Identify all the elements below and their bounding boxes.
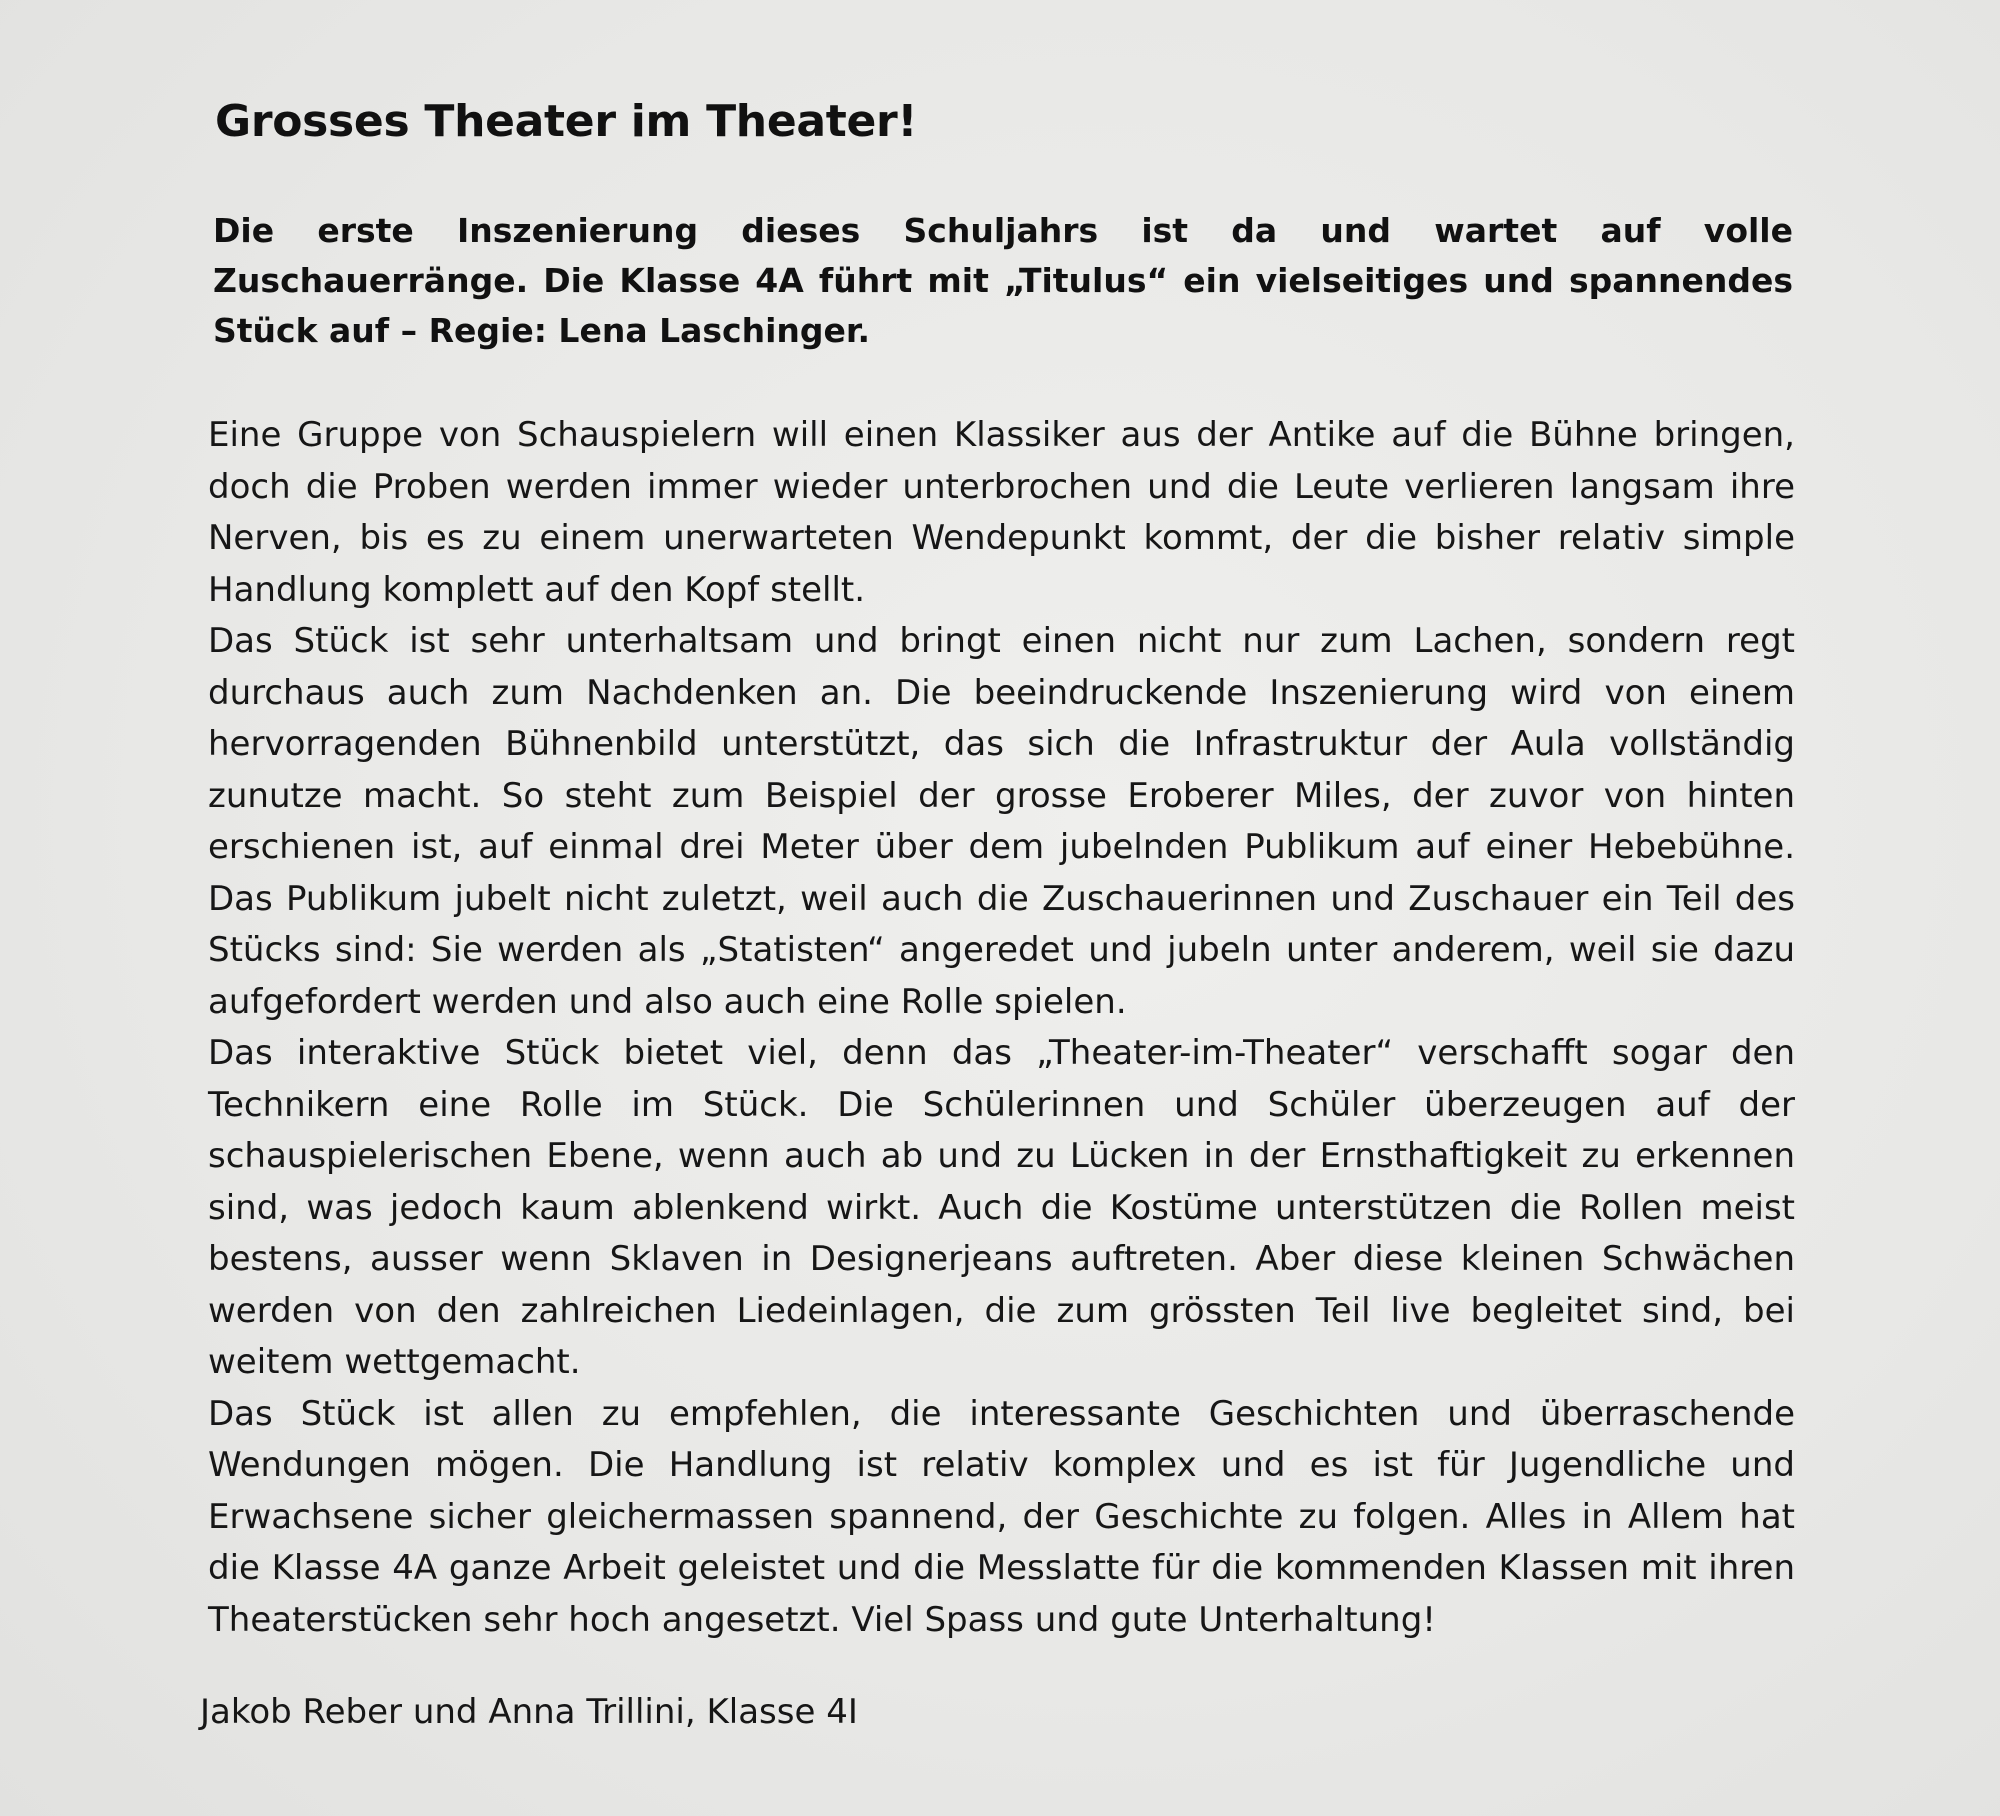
article-title: Grosses Theater im Theater! <box>215 96 918 147</box>
article-author: Jakob Reber und Anna Trillini, Klasse 4I <box>200 1692 858 1732</box>
body-paragraph-1: Eine Gruppe von Schauspielern will einen Klassiker aus der Antike auf die Bühne bringen, doch die Proben werden immer wieder unterbrochen und die Leute verlieren langsam ihre Nerven, bis es zu einem unerwarteten Wendepunkt kommt, der die bisher relativ simple Handlung komplett auf den Kopf stellt. <box>208 415 1795 610</box>
article-body <box>208 410 1795 1646</box>
body-paragraph-2: Das Stück ist sehr unterhaltsam und bringt einen nicht nur zum Lachen, sondern regt durchaus auch zum Nachdenken an. Die beeindruckende Inszenierung wird von einem hervorragenden Bühnenbild unterstützt, das sich die Infrastruktur der Aula vollständig zunutze macht. So steht zum Beispiel der grosse Eroberer Miles, der zuvor von hinten erschienen ist, auf einmal drei Meter über dem jubelnden Publikum auf einer Hebebühne. Das Publikum jubelt nicht zuletzt, weil auch die Zuschauerinnen und Zuschauer ein Teil des Stücks sind: Sie werden als „Statisten“ angeredet und jubeln unter anderem, weil sie dazu aufgefordert werden und also auch eine Rolle spielen. <box>208 621 1795 1022</box>
article-lead: Die erste Inszenierung dieses Schuljahrs ist da und wartet auf volle Zuschauerränge. Die Klasse 4A führt mit „Titulus“ ein vielseitiges und spannendes Stück auf – Regie: Lena Laschinger. <box>213 211 1793 350</box>
body-paragraph-3: Das interaktive Stück bietet viel, denn das „Theater-im-Theater“ verschafft sogar den Technikern eine Rolle im Stück. Die Schülerinnen und Schüler überzeugen auf der schauspielerischen Ebene, wenn auch ab und zu Lücken in der Ernsthaftigkeit zu erkennen sind, was jedoch kaum ablenkend wirkt. Auch die Kostüme unterstützen die Rollen meist bestens, ausser wenn Sklaven in Designerjeans auftreten. Aber diese kleinen Schwächen werden von den zahlreichen Liedeinlagen, die zum grössten Teil live begleitet sind, bei weitem wettgemacht. <box>208 1033 1795 1382</box>
body-paragraph-4: Das Stück ist allen zu empfehlen, die interessante Geschichten und überraschende Wendungen mögen. Die Handlung ist relativ komplex und es ist für Jugendliche und Erwachsene sicher gleichermassen spannend, der Geschichte zu folgen. Alles in Allem hat die Klasse 4A ganze Arbeit geleistet und die Messlatte für die kommenden Klassen mit ihren Theaterstücken sehr hoch angesetzt. Viel Spass und gute Unterhaltung! <box>208 1393 1795 1640</box>
